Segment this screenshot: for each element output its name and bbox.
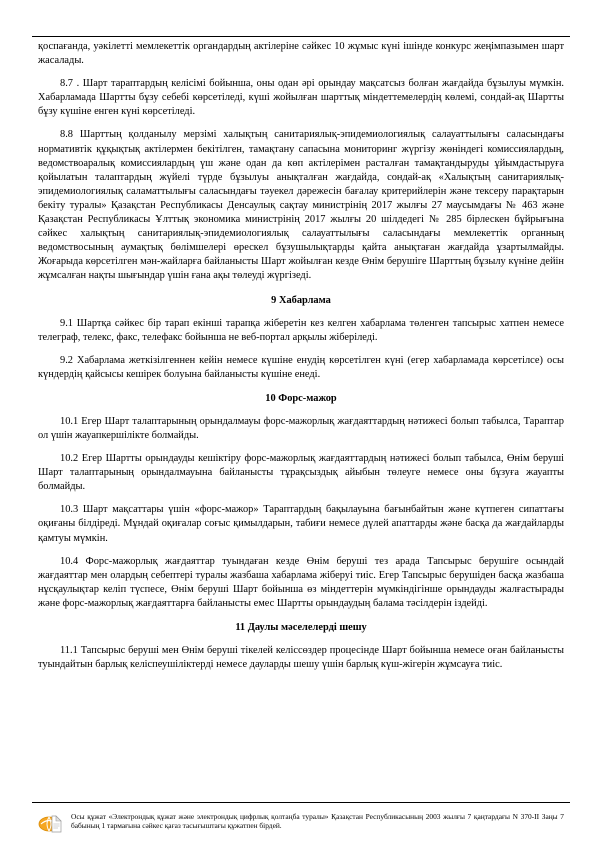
footer-legal-text: Осы құжат «Электрондық құжат және электрондық цифрлық қолтаңба туралы» Қазақстан Республикасының 2003 жылғы 7 қаңтардағы N 370-II Заңы 7 бабының 1 тармағына сәйкес қағаз тасығыштағы құжатпен бірдей. [71,812,564,831]
paragraph-10-2: 10.2 Егер Шартты орындауды кешіктіру форс-мажорлық жағдаяттардың нәтижесі болып табылса, Өнім беруші Шарт талаптарының орындалмауына байланысты тұрақсыздық айыбын төлеуге немесе оны бұзуға жауапты болмайды. [38,453,564,493]
footer-divider [32,802,570,803]
paragraph-8-7: 8.7 . Шарт тараптардың келісімі бойынша, оны одан әрі орындау мақсатсыз болған жағдайда бұзылуы мүмкін. Хабарламада Шартты бұзу себебі көрсетіледі, күші жойылған шарттық міндеттемелердің көлемі, сондай-ақ Шартты бұзу күшіне енген күні көрсетіледі. [38,78,564,118]
section-heading-10: 10 Форс-мажор [265,392,337,404]
paragraph-10-4: 10.4 Форс-мажорлық жағдаяттар туындаған кезде Өнім беруші тез арада Тапсырыс берушіге осындай жағдаяттар мен олардың себептері туралы жазбаша хабарлама жіберуі тиіс. Егер Тапсырыс берушіден басқа жазбаша нұсқаулықтар келіп түспесе, Өнім беруші Шарт бойынша өз міндеттерін мүмкіндігінше орындауды жалғастырады және форс-мажорлық жағдаяттарға байланысты емес Шартты орындаудың балама тәсілдерін іздейді. [38,555,564,609]
page-footer [0,802,602,850]
paragraph-9-1: 9.1 Шартқа сәйкес бір тарап екінші тарапқа жіберетін кез келген хабарлама төленген тапсырыс хатпен немесе телеграф, телекс, факс, телефакс бойынша не веб-портал арқылы жіберіледі. [38,317,564,343]
paragraph-10-3: 10.3 Шарт мақсаттары үшін «форс-мажор» Тараптардың бақылауына бағынбайтын және күтпеген сипаттағы оқиғаны білдіреді. Мұндай оқиғалар соғыс қимылдарын, табиғи немесе дүлей апаттарды және басқа да жағдайларды қамтуы мүмкін. [38,504,564,544]
paragraph-11-1: 11.1 Тапсырыс беруші мен Өнім беруші тікелей келіссөздер процесінде Шарт бойынша немесе оған байланысты туындайтын барлық келіспеушіліктерді немесе дауларды шешу үшін барлық күш-жігерін жұмсауға тиіс. [38,645,564,671]
electronic-document-seal-icon [38,813,64,833]
paragraph-10-1: 10.1 Егер Шарт талаптарының орындалмауы форс-мажорлық жағдаяттардың нәтижесі болып табылса, Тараптар ол үшін жауапкершілікте болмайды. [38,415,564,441]
page-top-divider [32,36,570,37]
paragraph-9-2: 9.2 Хабарлама жеткізілгеннен кейін немесе күшіне енудің көрсетілген күні (егер хабарламада көрсетілсе) осы күндердің қайсысы кешірек болуына байланысты күшіне енеді. [38,354,564,380]
section-heading-9: 9 Хабарлама [271,294,331,306]
paragraph-continuation: қоспағанда, уәкілетті мемлекеттік органдардың актілеріне сәйкес 10 жұмыс күні ішінде конкурс жеңімпазымен шарт жасалады. [38,41,564,67]
paragraph-8-8: 8.8 Шарттың қолданылу мерзімі халықтың санитариялық-эпидемиологиялық салауаттылығы саласындағы нормативтік құқықтық актілермен бекітілген, тамақтану сапасына мониторинг жүргізу жөніндегі комиссиялардың, ведомствоаралық комиссиялардың үш және одан да көп актілерімен расталған тамақтандыруды ұйымдастыруға қойылатын талаптардың жүйелі түрде бұзылуы анықталған жағдайда, сондай-ақ «Халықтың санитариялық-эпидемиологиялық саламаттылығы саласындағы тәуекел дәрежесін бағалау критерийлерін және тексеру парақтарын бекіту туралы» Қазақстан Республикасы Денсаулық сақтау министрінің 2017 жылғы 27 маусымдағы № 463 және Қазақстан Республикасы Ұлттық экономика министрінің 2017 жылғы 20 шілдедегі № 285 бірлескен бұйрығына сәйкес халықтың санитариялық-эпидемиологиялық салауаттылығы саласындағы мемлекеттік органның ведомствосының аумақтық бөлімшелері өрескел бұзушылықтарды қайта анықтаған жағдайда ұзартылмайды. Жоғарыда көрсетілген мән-жайларға байланысты Шарт жойылған кезде Өнім берушіге Шарттың бұзылу күніне дейін жұмсалған нақты шығындар үшін ғана ақы төлеуді жүргізеді. [38,129,564,282]
section-heading-11: 11 Даулы мәселелерді шешу [235,622,367,633]
